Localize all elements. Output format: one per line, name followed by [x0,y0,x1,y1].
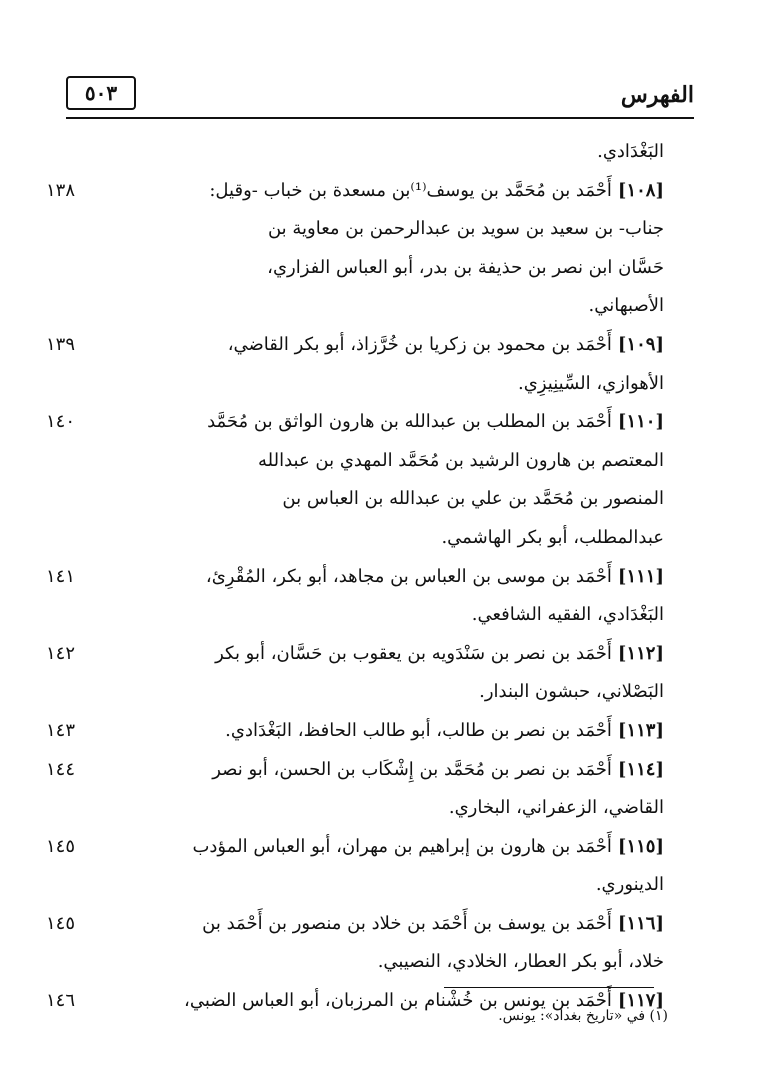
index-entry-line [46,751,664,790]
header-rule [66,117,694,119]
index-entry-line [46,712,664,751]
index-continuation-line [96,365,664,404]
entry-text: أَحْمَد بن نصر بن مُحَمَّد بن إِشْكَاب بن الحسن، أبو نصر [212,758,612,780]
index-entry-line [46,635,664,674]
entry-text: أَحْمَد بن مُحَمَّد بن يوسف⁽¹⁾بن مسعدة بن خباب -وقيل: [209,179,612,201]
entry-text: الأهوازي، السِّينِيزِي. [518,372,664,394]
reference-number: ١٤٥ [46,835,76,857]
index-entry-line [46,403,664,442]
footnote: (١) في «تاريخ بغداد»: يونس. [498,1008,668,1024]
index-entry-line [46,558,664,597]
index-entry-line [46,172,664,211]
entry-number: [١١٢] [617,642,664,664]
entry-number: [١١٠] [617,411,664,433]
entry-text: الأصبهاني. [588,295,664,317]
entry-number: [١١٥] [617,835,664,857]
entry-number: [١١١] [617,565,664,587]
entry-text: أَحْمَد بن محمود بن زكريا بن خُرَّزاذ، أبو بكر القاضي، [227,333,612,355]
index-continuation-line [96,596,664,635]
entry-text: الدينوري. [595,874,664,896]
reference-number: ١٤٤ [46,758,76,780]
entry-text: البَغْدَادي. [597,141,664,162]
reference-number: ١٣٨ [46,179,76,201]
footnote-rule [444,987,654,988]
running-title: الفهرس [620,82,694,108]
reference-number: ١٣٩ [46,333,76,355]
reference-number: ١٤١ [46,565,76,587]
page-number: ٥٠٣ [66,76,136,110]
reference-number: ١٤٢ [46,642,76,664]
entry-text: أَحْمَد بن موسى بن العباس بن مجاهد، أبو بكر، المُقْرِئ، [205,565,612,587]
entry-text: القاضي، الزعفراني، البخاري. [448,797,664,819]
index-continuation-line [96,442,664,481]
reference-number: ١٤٣ [46,719,76,741]
index-continuation-line [96,519,664,558]
entry-text: أَحْمَد بن نصر بن سَنْدَويه بن يعقوب بن حَسَّان، أبو بكر [215,642,612,664]
index-entry-line [46,326,664,365]
entry-text: أَحْمَد بن يوسف بن أَحْمَد بن خلاد بن منصور بن أَحْمَد بن [202,912,612,934]
entry-text: عبدالمطلب، أبو بكر الهاشمي. [441,526,664,548]
entry-text: جناب- بن سعيد بن سويد بن عبدالرحمن بن معاوية بن [267,218,664,240]
entry-number: [١٠٨] [617,179,664,201]
entry-text: أَحْمَد بن هارون بن إبراهيم بن مهران، أبو العباس المؤدب [192,835,612,857]
reference-number: ١٤٠ [46,411,76,433]
entry-number: [١١٦] [617,912,664,934]
entry-text: أَحْمَد بن يونس بن خُشْنام بن المرزبان، أبو العباس الضبي، [184,990,612,1012]
entry-text: حَسَّان ابن نصر بن حذيفة بن بدر، أبو العباس الفزاري، [267,256,664,278]
index-continuation-line [96,210,664,249]
entry-text: البَغْدَادي، الفقيه الشافعي. [471,604,664,626]
index-entries [46,133,664,1021]
index-continuation-line [96,249,664,288]
entry-text: البَصْلاني، حبشون البندار. [479,681,664,703]
entry-text: المعتصم بن هارون الرشيد بن مُحَمَّد المهدي بن عبدالله [257,449,664,471]
index-continuation-line [96,133,664,172]
entry-number: [١١٣] [617,719,664,741]
index-entry-line [46,828,664,867]
entry-number: [١١٧] [617,990,664,1012]
index-continuation-line [96,673,664,712]
entry-number: [١٠٩] [617,333,664,355]
reference-number: ١٤٥ [46,912,76,934]
entry-number: [١١٤] [617,758,664,780]
index-continuation-line [96,943,664,982]
entry-text: أَحْمَد بن المطلب بن عبدالله بن هارون الواثق بن مُحَمَّد [207,411,612,433]
index-continuation-line [96,789,664,828]
page-header [66,76,694,116]
index-continuation-line [96,866,664,905]
entry-text: المنصور بن مُحَمَّد بن علي بن عبدالله بن العباس بن [282,488,664,510]
reference-number: ١٤٦ [46,990,76,1012]
entry-text: أَحْمَد بن نصر بن طالب، أبو طالب الحافظ، البَغْدَادي. [225,719,612,741]
entry-text: خلاد، أبو بكر العطار، الخلادي، النصيبي. [377,951,664,973]
index-continuation-line [96,287,664,326]
index-entry-line [46,905,664,944]
index-continuation-line [96,480,664,519]
